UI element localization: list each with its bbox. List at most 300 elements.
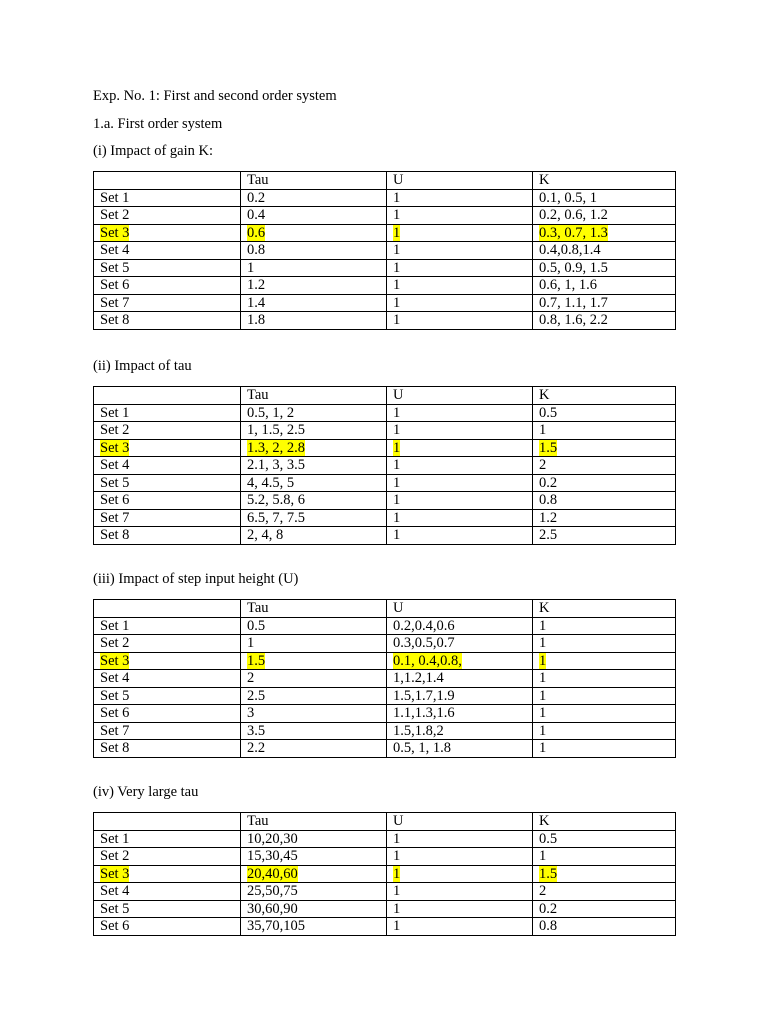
table-row	[94, 404, 676, 422]
cell-set-label	[94, 277, 241, 295]
document-title: Exp. No. 1: First and second order system	[93, 88, 337, 104]
cell-text: 4, 4.5, 5	[247, 474, 295, 491]
cell-text: 1.4	[247, 294, 266, 311]
cell-text: 1,1.2,1.4	[393, 670, 444, 687]
cell-tau	[241, 422, 387, 440]
header-cell-k: K	[533, 387, 676, 405]
cell-text: 0.5	[539, 404, 558, 421]
cell-text: Set 7	[100, 722, 130, 739]
cell-text: 0.2	[539, 474, 558, 491]
header-cell-tau: Tau	[241, 600, 387, 618]
cell-text: Set 5	[100, 687, 130, 704]
cell-text: 1	[393, 457, 401, 474]
cell-text: 1	[247, 635, 255, 652]
cell-set-label	[94, 312, 241, 330]
table-row	[94, 740, 676, 758]
cell-tau	[241, 312, 387, 330]
cell-set-label	[94, 830, 241, 848]
header-cell-k: K	[533, 172, 676, 190]
cell-u	[387, 312, 533, 330]
cell-text: Set 3	[100, 652, 130, 669]
cell-u	[387, 830, 533, 848]
cell-text: 2, 4, 8	[247, 527, 284, 544]
cell-text: 1	[393, 830, 401, 847]
cell-text: Set 7	[100, 294, 130, 311]
cell-text: 1	[393, 492, 401, 509]
cell-k	[533, 404, 676, 422]
cell-text: Set 3	[100, 439, 130, 456]
cell-k	[533, 277, 676, 295]
cell-text: Set 8	[100, 740, 130, 757]
cell-u	[387, 687, 533, 705]
cell-text: 0.4,0.8,1.4	[539, 242, 601, 259]
cell-text: 1	[539, 617, 547, 634]
table-row	[94, 277, 676, 295]
cell-tau	[241, 492, 387, 510]
table-row	[94, 652, 676, 670]
cell-tau	[241, 687, 387, 705]
cell-k	[533, 617, 676, 635]
table-row	[94, 207, 676, 225]
cell-text: 1	[539, 635, 547, 652]
cell-set-label	[94, 294, 241, 312]
table-impact-of-tau	[93, 386, 676, 545]
cell-tau	[241, 404, 387, 422]
cell-text: 0.5, 0.9, 1.5	[539, 259, 608, 276]
cell-tau	[241, 439, 387, 457]
cell-k	[533, 492, 676, 510]
cell-k	[533, 722, 676, 740]
table-row	[94, 918, 676, 936]
cell-tau	[241, 457, 387, 475]
cell-k	[533, 312, 676, 330]
cell-u	[387, 722, 533, 740]
cell-text: 25,50,75	[247, 883, 298, 900]
cell-tau	[241, 474, 387, 492]
cell-text: 0.1, 0.4,0.8,	[393, 652, 462, 669]
cell-u	[387, 900, 533, 918]
cell-u	[387, 883, 533, 901]
cell-text: 1	[393, 848, 401, 865]
cell-text: 0.2	[247, 189, 266, 206]
table-row	[94, 312, 676, 330]
cell-tau	[241, 900, 387, 918]
cell-tau	[241, 259, 387, 277]
cell-u	[387, 492, 533, 510]
cell-u	[387, 918, 533, 936]
cell-text: 1.3, 2, 2.8	[247, 439, 305, 456]
cell-tau	[241, 865, 387, 883]
cell-set-label	[94, 457, 241, 475]
cell-text: 1	[393, 207, 401, 224]
cell-k	[533, 259, 676, 277]
heading-impact-of-gain: (i) Impact of gain K:	[93, 143, 213, 159]
cell-u	[387, 848, 533, 866]
cell-text: 0.2,0.4,0.6	[393, 617, 455, 634]
table-row	[94, 848, 676, 866]
table-row	[94, 830, 676, 848]
cell-u	[387, 457, 533, 475]
cell-text: Set 3	[100, 865, 130, 882]
cell-text: 1	[247, 259, 255, 276]
header-cell-u: U	[387, 813, 533, 831]
cell-set-label	[94, 474, 241, 492]
cell-set-label	[94, 404, 241, 422]
cell-u	[387, 207, 533, 225]
cell-text: 1	[393, 474, 401, 491]
cell-set-label	[94, 740, 241, 758]
cell-k	[533, 740, 676, 758]
cell-tau	[241, 294, 387, 312]
cell-text: Set 4	[100, 457, 130, 474]
cell-k	[533, 294, 676, 312]
cell-text: 1	[393, 259, 401, 276]
cell-k	[533, 509, 676, 527]
cell-text: 1.8	[247, 312, 266, 329]
cell-text: 20,40,60	[247, 865, 298, 882]
cell-text: 0.6, 1, 1.6	[539, 277, 597, 294]
cell-text: 1	[393, 439, 401, 456]
cell-k	[533, 848, 676, 866]
cell-set-label	[94, 509, 241, 527]
cell-text: 30,60,90	[247, 900, 298, 917]
cell-text: Set 2	[100, 207, 130, 224]
cell-text: 0.8, 1.6, 2.2	[539, 312, 608, 329]
cell-text: 1.5,1.8,2	[393, 722, 444, 739]
cell-set-label	[94, 617, 241, 635]
table-row	[94, 474, 676, 492]
cell-text: Set 5	[100, 900, 130, 917]
table-row	[94, 722, 676, 740]
cell-k	[533, 670, 676, 688]
header-cell-blank	[94, 387, 241, 405]
cell-text: 1	[393, 277, 401, 294]
cell-text: 0.8	[539, 492, 558, 509]
cell-u	[387, 277, 533, 295]
table-row	[94, 457, 676, 475]
cell-u	[387, 617, 533, 635]
cell-tau	[241, 207, 387, 225]
cell-text: 1	[539, 740, 547, 757]
cell-u	[387, 509, 533, 527]
cell-text: 1	[393, 509, 401, 526]
table-row	[94, 189, 676, 207]
table-row	[94, 294, 676, 312]
cell-u	[387, 404, 533, 422]
table-header-row	[94, 600, 676, 618]
cell-u	[387, 527, 533, 545]
cell-text: 2	[539, 883, 547, 900]
cell-text: 1	[393, 224, 401, 241]
cell-text: 0.8	[247, 242, 266, 259]
table-row	[94, 439, 676, 457]
header-cell-tau: Tau	[241, 813, 387, 831]
cell-k	[533, 705, 676, 723]
cell-set-label	[94, 439, 241, 457]
table-header-row	[94, 387, 676, 405]
table-header-row	[94, 813, 676, 831]
cell-set-label	[94, 259, 241, 277]
cell-text: Set 5	[100, 474, 130, 491]
cell-text: Set 6	[100, 705, 130, 722]
cell-set-label	[94, 670, 241, 688]
cell-text: 1.5	[539, 439, 558, 456]
cell-text: 1	[393, 918, 401, 935]
cell-tau	[241, 830, 387, 848]
cell-text: 0.4	[247, 207, 266, 224]
cell-text: 0.1, 0.5, 1	[539, 189, 597, 206]
cell-set-label	[94, 224, 241, 242]
cell-u	[387, 705, 533, 723]
cell-text: 1.1,1.3,1.6	[393, 705, 455, 722]
heading-impact-of-tau: (ii) Impact of tau	[93, 358, 192, 374]
cell-tau	[241, 635, 387, 653]
cell-text: Set 2	[100, 422, 130, 439]
table-row	[94, 883, 676, 901]
header-cell-k: K	[533, 813, 676, 831]
cell-set-label	[94, 652, 241, 670]
cell-tau	[241, 705, 387, 723]
table-row	[94, 259, 676, 277]
cell-text: 0.5, 1, 1.8	[393, 740, 451, 757]
cell-text: 0.3,0.5,0.7	[393, 635, 455, 652]
cell-text: 1.5	[539, 865, 558, 882]
table-row	[94, 635, 676, 653]
header-cell-tau: Tau	[241, 387, 387, 405]
cell-text: 2.2	[247, 740, 266, 757]
cell-text: 2	[247, 670, 255, 687]
cell-text: 3	[247, 705, 255, 722]
section-subtitle: 1.a. First order system	[93, 116, 223, 132]
heading-very-large-tau: (iv) Very large tau	[93, 784, 199, 800]
header-cell-u: U	[387, 172, 533, 190]
cell-text: 1	[539, 687, 547, 704]
cell-text: 2.5	[539, 527, 558, 544]
cell-text: Set 1	[100, 189, 130, 206]
table-row	[94, 509, 676, 527]
cell-tau	[241, 189, 387, 207]
cell-k	[533, 474, 676, 492]
table-row	[94, 900, 676, 918]
cell-tau	[241, 224, 387, 242]
cell-text: Set 3	[100, 224, 130, 241]
cell-text: 2.1, 3, 3.5	[247, 457, 305, 474]
cell-tau	[241, 722, 387, 740]
cell-text: 15,30,45	[247, 848, 298, 865]
cell-text: 0.5	[539, 830, 558, 847]
cell-u	[387, 652, 533, 670]
cell-text: 1.5	[247, 652, 266, 669]
cell-set-label	[94, 865, 241, 883]
cell-k	[533, 527, 676, 545]
cell-set-label	[94, 207, 241, 225]
cell-u	[387, 439, 533, 457]
cell-u	[387, 670, 533, 688]
cell-u	[387, 635, 533, 653]
cell-set-label	[94, 848, 241, 866]
cell-text: 10,20,30	[247, 830, 298, 847]
cell-text: 0.2, 0.6, 1.2	[539, 207, 608, 224]
cell-text: Set 2	[100, 635, 130, 652]
cell-k	[533, 189, 676, 207]
cell-k	[533, 883, 676, 901]
table-row	[94, 865, 676, 883]
cell-k	[533, 652, 676, 670]
cell-k	[533, 830, 676, 848]
cell-u	[387, 740, 533, 758]
cell-k	[533, 207, 676, 225]
cell-k	[533, 422, 676, 440]
cell-text: 1	[539, 848, 547, 865]
cell-tau	[241, 277, 387, 295]
cell-text: 5.2, 5.8, 6	[247, 492, 305, 509]
cell-text: Set 1	[100, 404, 130, 421]
cell-tau	[241, 509, 387, 527]
cell-tau	[241, 652, 387, 670]
cell-k	[533, 865, 676, 883]
cell-set-label	[94, 242, 241, 260]
cell-text: 1	[393, 294, 401, 311]
header-cell-k: K	[533, 600, 676, 618]
cell-text: Set 6	[100, 277, 130, 294]
table-row	[94, 705, 676, 723]
cell-u	[387, 474, 533, 492]
cell-text: 1, 1.5, 2.5	[247, 422, 305, 439]
cell-k	[533, 635, 676, 653]
header-cell-u: U	[387, 600, 533, 618]
cell-text: 35,70,105	[247, 918, 305, 935]
cell-tau	[241, 918, 387, 936]
cell-u	[387, 422, 533, 440]
cell-text: Set 5	[100, 259, 130, 276]
table-row	[94, 687, 676, 705]
cell-set-label	[94, 900, 241, 918]
table-row	[94, 422, 676, 440]
cell-text: 2.5	[247, 687, 266, 704]
cell-text: 1	[393, 242, 401, 259]
cell-set-label	[94, 687, 241, 705]
cell-k	[533, 457, 676, 475]
cell-text: Set 4	[100, 883, 130, 900]
table-header-row	[94, 172, 676, 190]
cell-set-label	[94, 492, 241, 510]
cell-text: 0.3, 0.7, 1.3	[539, 224, 608, 241]
cell-text: 1.5,1.7,1.9	[393, 687, 455, 704]
cell-text: 1	[393, 404, 401, 421]
heading-impact-of-step-input-height: (iii) Impact of step input height (U)	[93, 571, 299, 587]
cell-text: Set 4	[100, 670, 130, 687]
cell-text: 0.5, 1, 2	[247, 404, 295, 421]
cell-text: Set 7	[100, 509, 130, 526]
cell-set-label	[94, 527, 241, 545]
cell-k	[533, 687, 676, 705]
cell-text: 0.6	[247, 224, 266, 241]
cell-tau	[241, 617, 387, 635]
cell-text: Set 6	[100, 918, 130, 935]
cell-text: 1	[539, 670, 547, 687]
cell-set-label	[94, 705, 241, 723]
cell-text: Set 8	[100, 527, 130, 544]
cell-text: 1	[393, 527, 401, 544]
cell-tau	[241, 527, 387, 545]
cell-u	[387, 865, 533, 883]
header-cell-blank	[94, 600, 241, 618]
table-row	[94, 224, 676, 242]
cell-tau	[241, 740, 387, 758]
cell-k	[533, 439, 676, 457]
cell-text: 0.2	[539, 900, 558, 917]
cell-k	[533, 918, 676, 936]
cell-u	[387, 259, 533, 277]
cell-text: 3.5	[247, 722, 266, 739]
table-row	[94, 492, 676, 510]
cell-k	[533, 900, 676, 918]
cell-text: 1	[539, 705, 547, 722]
table-row	[94, 617, 676, 635]
cell-set-label	[94, 722, 241, 740]
cell-text: 1	[539, 722, 547, 739]
cell-text: 0.5	[247, 617, 266, 634]
cell-k	[533, 242, 676, 260]
cell-set-label	[94, 635, 241, 653]
cell-text: 6.5, 7, 7.5	[247, 509, 305, 526]
cell-text: 1	[393, 900, 401, 917]
cell-k	[533, 224, 676, 242]
cell-u	[387, 224, 533, 242]
table-impact-of-step-input-height	[93, 599, 676, 758]
cell-text: 1.2	[539, 509, 558, 526]
table-very-large-tau	[93, 812, 676, 936]
cell-text: 1	[539, 652, 547, 669]
cell-set-label	[94, 189, 241, 207]
cell-tau	[241, 848, 387, 866]
table-row	[94, 242, 676, 260]
cell-u	[387, 189, 533, 207]
cell-text: Set 8	[100, 312, 130, 329]
cell-text: 1.2	[247, 277, 266, 294]
cell-text: Set 2	[100, 848, 130, 865]
cell-u	[387, 242, 533, 260]
cell-text: 1	[393, 883, 401, 900]
cell-text: 1	[393, 312, 401, 329]
header-cell-blank	[94, 172, 241, 190]
cell-tau	[241, 242, 387, 260]
header-cell-blank	[94, 813, 241, 831]
cell-set-label	[94, 422, 241, 440]
table-impact-of-gain	[93, 171, 676, 330]
cell-text: 1	[539, 422, 547, 439]
cell-set-label	[94, 918, 241, 936]
cell-u	[387, 294, 533, 312]
cell-set-label	[94, 883, 241, 901]
cell-text: Set 1	[100, 830, 130, 847]
cell-text: 1	[393, 422, 401, 439]
header-cell-tau: Tau	[241, 172, 387, 190]
cell-text: 0.8	[539, 918, 558, 935]
table-row	[94, 670, 676, 688]
cell-text: Set 4	[100, 242, 130, 259]
cell-text: Set 1	[100, 617, 130, 634]
cell-text: 2	[539, 457, 547, 474]
cell-text: 0.7, 1.1, 1.7	[539, 294, 608, 311]
cell-tau	[241, 670, 387, 688]
cell-text: Set 6	[100, 492, 130, 509]
table-row	[94, 527, 676, 545]
cell-text: 1	[393, 865, 401, 882]
cell-tau	[241, 883, 387, 901]
header-cell-u: U	[387, 387, 533, 405]
cell-text: 1	[393, 189, 401, 206]
